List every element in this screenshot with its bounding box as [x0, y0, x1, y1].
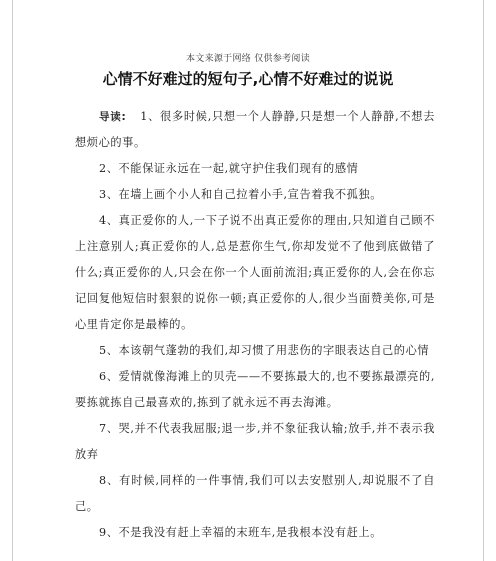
document-body — [75, 104, 435, 546]
paragraph-5: 5、本该朝气蓬勃的我们,却习惯了用悲伤的字眼表达自己的心情 — [99, 344, 430, 357]
intro-paragraph — [75, 104, 435, 156]
paragraph-7: 7、哭,并不代表我屈服;退一步,并不象征我认输;放手,并不表示我放弃 — [75, 422, 435, 461]
intro-text: 1、很多时候,只想一个人静静,只是想一个人静静,不想去想烦心的事。 — [75, 110, 435, 149]
paragraph-3: 3、在墙上画个小人和自己拉着小手,宣告着我不孤独。 — [99, 188, 382, 201]
document-page — [12, 0, 484, 561]
paragraph-2: 2、不能保证永远在一起,就守护住我们现有的感情 — [99, 162, 359, 175]
paragraph-4: 4、真正爱你的人,一下子说不出真正爱你的理由,只知道自己顾不上注意别人;真正爱你的人,总是惹你生气,你却发觉不了他到底做错了什么;真正爱你的人,只会在你一个人面前流泪;真正爱你的人,会在你忘记回复他短信时狠狠的说你一顿;真正爱你的人,很少当面赞美你,可是心里肯定你是最棒的。 — [75, 214, 435, 331]
paragraph-9: 9、不是我没有赶上幸福的末班车,是我根本没有赶上。 — [99, 526, 382, 539]
paragraph-6: 6、爱情就像海滩上的贝壳——不要拣最大的,也不要拣最漂亮的,要拣就拣自己最喜欢的,拣到了就永远不再去海滩。 — [75, 370, 435, 409]
intro-label: 导读: — [99, 111, 127, 123]
document-title: 心情不好难过的短句子,心情不好难过的说说 — [102, 70, 394, 88]
paragraph-8: 8、有时候,同样的一件事情,我们可以去安慰别人,却说服不了自己。 — [75, 474, 435, 513]
source-note: 本文来源于网络 仅供参考阅读 — [185, 54, 311, 64]
